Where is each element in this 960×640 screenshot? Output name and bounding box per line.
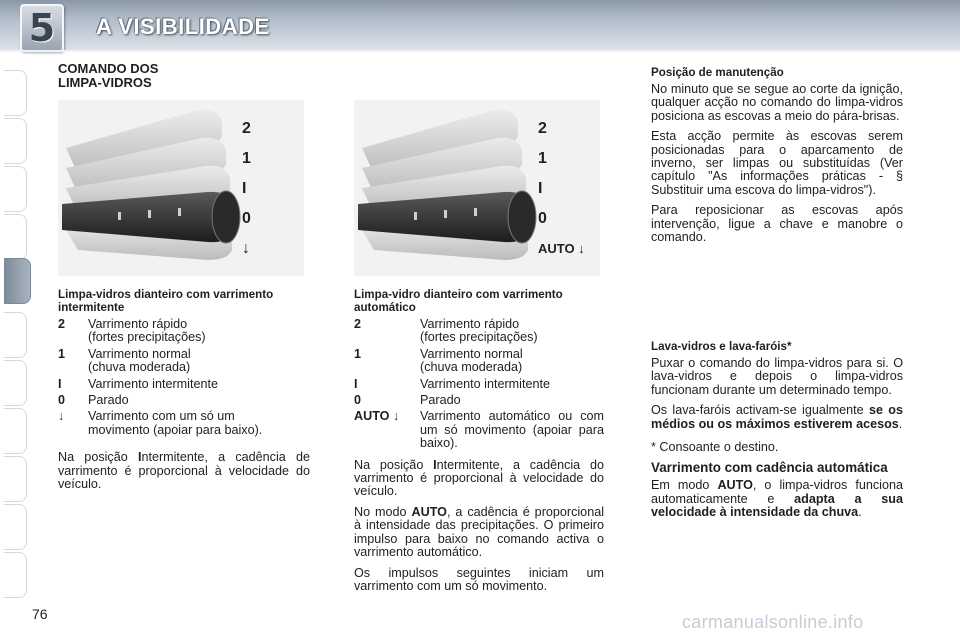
section-title-line-1: COMANDO DOS	[58, 61, 159, 76]
chapter-tab-5[interactable]	[4, 258, 31, 304]
column-automatic	[354, 288, 604, 600]
chapter-tab-7[interactable]	[4, 360, 27, 406]
watermark: carmanualsonline.info	[682, 612, 864, 632]
column-maintenance	[651, 66, 903, 251]
figure1-label-0: 0	[242, 210, 251, 227]
chapter-title: A VISIBILIDADE	[96, 14, 270, 39]
chapter-tab-11[interactable]	[4, 552, 27, 598]
column-washers	[651, 340, 903, 527]
figure1-label-i: I	[242, 180, 247, 197]
col1-paragraph: Na posição Intermitente, a cadência de varrimento é proporcional à velocidade do veículo.	[58, 450, 310, 492]
section-title-line-2: LIMPA-VIDROS	[58, 75, 152, 90]
col3-heading-washers: Lava-vidros e lava-faróis*	[651, 340, 792, 353]
col1-row-down: ↓ Varrimento com um só um movimento (apoiar para baixo).	[58, 409, 263, 437]
col2-row-2: 2 Varrimento rápido (fortes precipitações)	[354, 317, 538, 345]
col1-row-i: I Varrimento intermitente	[58, 376, 218, 391]
col3-paragraph-4: Puxar o comando do limpa-vidros para si. O lava-vidros e depois o limpa-vidros funcionam durante um determinado tempo.	[651, 356, 903, 397]
col3-paragraph-6: Em modo AUTO, o limpa-vidros funciona automaticamente e adapta a sua velocidade à intensidade da chuva.	[651, 478, 903, 520]
chapter-tab-9[interactable]	[4, 456, 27, 502]
section-title	[58, 62, 278, 90]
col2-row-auto: AUTO ↓ Varrimento automático ou com um só movimento (apoiar para baixo).	[354, 409, 604, 451]
chapter-tab-4[interactable]	[4, 214, 27, 260]
chapter-number: 5	[28, 6, 56, 50]
chapter-tab-6[interactable]	[4, 312, 27, 358]
col2-heading: Limpa-vidro dianteiro com varrimento automático	[354, 288, 563, 314]
figure1-label-2: 2	[242, 120, 251, 137]
figure2-label-0: 0	[538, 210, 547, 227]
col2-paragraph-2: No modo AUTO, a cadência é proporcional à intensidade das precipitações. O primeiro impulso para baixo no comando activa o varrimento automático.	[354, 504, 604, 560]
chapter-badge	[20, 4, 64, 52]
chapter-tab-10[interactable]	[4, 504, 27, 550]
figure2-label-1: 1	[538, 150, 547, 167]
chapter-tab-8[interactable]	[4, 408, 27, 454]
figure1-label-1: 1	[242, 150, 251, 167]
figure2-label-i: I	[538, 180, 543, 197]
col1-row-0: 0 Parado	[58, 393, 129, 408]
figure2-label-2: 2	[538, 120, 547, 137]
col3-paragraph-1: No minuto que se segue ao corte da ignição, qualquer acção no comando do limpa-vidros posiciona as escovas a meio do pára-brisas.	[651, 82, 903, 123]
col3-footnote: * Consoante o destino.	[651, 440, 779, 455]
wiper-stalk-illustration-1	[58, 100, 304, 276]
col2-row-i: I Varrimento intermitente	[354, 376, 550, 391]
wiper-stalk-figure-auto	[354, 100, 600, 276]
col3-paragraph-3: Para reposicionar as escovas após intervenção, ligue a chave e manobre o comando.	[651, 203, 903, 245]
figure1-labels	[242, 114, 251, 264]
page-number: 76	[32, 606, 48, 622]
col3-heading-auto-cadence: Varrimento com cadência automática	[651, 460, 888, 476]
chapter-tab-1[interactable]	[4, 70, 27, 116]
column-intermittent	[58, 288, 310, 498]
col1-heading: Limpa-vidros dianteiro com varrimento intermitente	[58, 288, 274, 314]
wiper-stalk-figure-intermittent	[58, 100, 304, 276]
col3-paragraph-5: Os lava-faróis activam-se igualmente se os médios ou os máximos estiverem acesos.	[651, 403, 903, 431]
chapter-tabs	[0, 60, 32, 580]
header-bar	[0, 0, 960, 52]
col2-paragraph-3: Os impulsos seguintes iniciam um varrimento com um só movimento.	[354, 565, 604, 593]
figure1-label-down-arrow: ↓	[242, 240, 250, 257]
figure2-label-auto: AUTO ↓	[538, 241, 585, 256]
col1-row-1: 1 Varrimento normal (chuva moderada)	[58, 346, 191, 375]
col2-paragraph-1: Na posição Intermitente, a cadência do varrimento é proporcional à velocidade do veículo.	[354, 457, 604, 499]
col3-heading-maintenance: Posição de manutenção	[651, 66, 784, 79]
figure2-labels	[538, 114, 585, 264]
chapter-tab-2[interactable]	[4, 118, 27, 164]
col2-row-0: 0 Parado	[354, 393, 461, 408]
chapter-tab-3[interactable]	[4, 166, 27, 212]
col1-row-2: 2 Varrimento rápido (fortes precipitações)	[58, 317, 206, 345]
col2-row-1: 1 Varrimento normal (chuva moderada)	[354, 346, 523, 375]
col3-paragraph-2: Esta acção permite às escovas serem posicionadas para o aparcamento de inverno, ser limpas ou substituídas (Ver capítulo "As informações práticas - § Substituir uma escova do limpa-vidros").	[651, 129, 903, 197]
